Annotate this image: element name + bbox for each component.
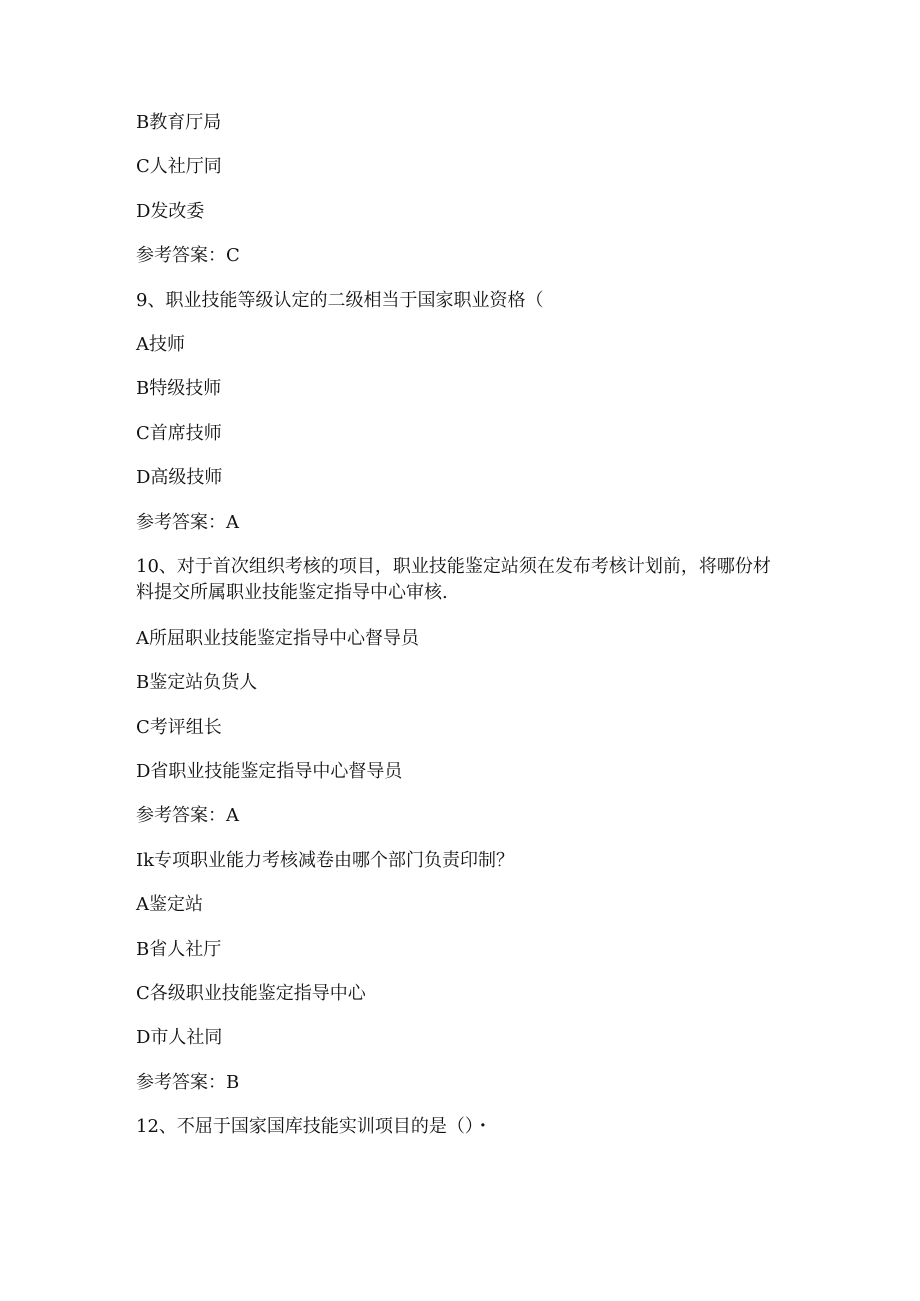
answer-q10: 参考答案：A (136, 805, 239, 827)
option-b-q9: B特级技师 (136, 378, 222, 400)
option-d-q10: D省职业技能鉴定指导中心督导员 (136, 761, 403, 783)
option-c-q9: C首席技师 (136, 422, 222, 444)
option-a-q9: A技师 (136, 333, 185, 355)
option-c-q10: C考评组长 (136, 716, 222, 738)
option-d-q8: D发改委 (136, 200, 205, 222)
option-b-q10: B鉴定站负货人 (136, 672, 258, 694)
option-c-q8: C人社厅同 (136, 156, 222, 178)
document-content (136, 110, 786, 1159)
answer-q11: 参考答案：B (136, 1071, 240, 1093)
option-b-q11: B省人社厅 (136, 938, 222, 960)
option-a-q11: A鉴定站 (136, 894, 203, 916)
option-d-q11: D市人社同 (136, 1027, 223, 1049)
question-9: 9、职业技能等级认定的二级相当于国家职业资格（ (136, 289, 544, 311)
question-10: 10、对于首次组织考核的项目，职业技能鉴定站须在发布考核计划前，将哪份材料提交所属职业技能鉴定指导中心审核. (136, 555, 771, 603)
option-c-q11: C各级职业技能鉴定指导中心 (136, 983, 366, 1005)
question-11: Ik专项职业能力考核减卷由哪个部门负责印制？ (136, 849, 515, 871)
answer-q9: 参考答案：A (136, 511, 239, 533)
option-b-q8: B教育厅局 (136, 112, 222, 133)
answer-q8: 参考答案：C (136, 245, 240, 267)
option-a-q10: A所屈职业技能鉴定指导中心督导员 (136, 627, 419, 649)
question-12: 12、不屈于国家国库技能实训项目的是（）・ (136, 1116, 492, 1138)
option-d-q9: D高级技师 (136, 467, 223, 489)
